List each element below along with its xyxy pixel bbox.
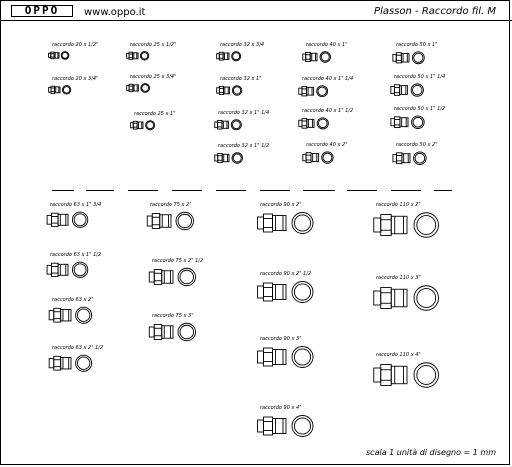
fitting-body <box>61 357 71 368</box>
fitting-nut <box>264 417 273 435</box>
fitting-body <box>310 53 317 61</box>
fitting-nut <box>51 52 54 59</box>
fitting-end-outer <box>292 347 313 368</box>
fitting-label: raccordo 40 x 1" 1/2 <box>302 108 354 114</box>
fitting-end-inner <box>233 53 240 60</box>
fitting-body <box>222 154 229 162</box>
fitting-thread <box>303 154 306 161</box>
fitting-thread <box>393 155 397 162</box>
fitting-thread <box>147 216 152 226</box>
fitting-end-inner <box>178 214 192 228</box>
fitting-drawing <box>390 115 426 129</box>
fitting-thread <box>374 368 381 382</box>
fitting-body <box>61 309 71 320</box>
fitting-body <box>162 271 173 284</box>
fitting-drawing <box>216 51 242 61</box>
fitting-label: raccordo 110 x 4" <box>376 352 421 358</box>
fitting-thread <box>258 286 264 298</box>
fitting-thread <box>391 87 395 94</box>
fitting-drawing <box>256 211 316 235</box>
fitting-thread <box>258 420 264 432</box>
fitting-drawing <box>48 306 94 324</box>
fitting-drawing <box>48 85 72 95</box>
fitting-body <box>402 154 410 163</box>
fitting-body <box>391 366 407 384</box>
fitting-label: raccordo 20 x 3/4" <box>52 76 99 82</box>
fitting-label: raccordo 110 x 2" <box>376 202 421 208</box>
fitting-label: raccordo 32 x 1" 1/2 <box>218 143 270 149</box>
fitting-end-inner <box>294 215 310 231</box>
fitting-end-inner <box>321 53 329 61</box>
fitting-body <box>400 118 408 127</box>
fitting-drawing <box>298 117 330 130</box>
fitting-label: raccordo 75 x 2" 1/2 <box>152 258 204 264</box>
fitting-drawing <box>256 414 316 438</box>
fitting-nut <box>381 215 392 236</box>
fitting-end-inner <box>77 309 89 321</box>
fitting-end-inner <box>74 264 86 276</box>
fitting-end-outer <box>414 363 439 388</box>
fitting-body <box>391 289 407 307</box>
fitting-nut <box>394 85 399 96</box>
fitting-body <box>273 285 287 300</box>
fitting-thread <box>149 327 154 337</box>
separator-line <box>128 190 158 191</box>
fitting-label: raccordo 32 x 3/4 <box>220 42 265 48</box>
fitting-drawing <box>390 83 425 97</box>
fitting-thread <box>49 359 54 368</box>
fitting-end-outer <box>292 213 313 234</box>
fitting-thread <box>391 119 395 126</box>
fitting-end-outer <box>292 282 313 303</box>
separator-line <box>434 190 452 191</box>
fitting-nut <box>133 121 137 129</box>
fitting-end-inner <box>233 154 241 162</box>
fitting-drawing <box>392 151 428 165</box>
fitting-body <box>400 86 408 95</box>
fitting-drawing <box>256 345 316 369</box>
fitting-thread <box>47 215 51 224</box>
fitting-thread <box>299 88 302 94</box>
fitting-end-inner <box>74 214 86 226</box>
fitting-thread <box>258 351 264 363</box>
fitting-body <box>273 419 287 434</box>
fitting-drawing <box>126 51 150 61</box>
fitting-body <box>311 153 318 161</box>
fitting-end-inner <box>294 349 310 365</box>
fitting-end-inner <box>77 357 89 369</box>
fitting-end-inner <box>323 153 332 162</box>
fitting-nut <box>219 86 223 94</box>
fitting-nut <box>129 84 133 91</box>
fitting-nut <box>395 117 400 128</box>
header-rule <box>0 20 512 21</box>
fitting-end-inner <box>294 418 310 434</box>
separator-line <box>52 190 74 191</box>
fitting-end-outer <box>178 268 196 286</box>
fitting-end-outer <box>72 262 87 277</box>
drawing-title: Plasson - Raccordo fil. M <box>374 6 496 17</box>
fitting-drawing <box>214 119 243 131</box>
fitting-end-inner <box>62 52 68 58</box>
fitting-end-inner <box>180 325 194 339</box>
fitting-body <box>401 54 409 62</box>
fitting-body <box>58 264 68 275</box>
fitting-body <box>162 326 173 339</box>
fitting-thread <box>374 291 381 305</box>
fitting-nut <box>152 214 160 229</box>
fitting-nut <box>264 348 273 366</box>
fitting-label: raccordo 75 x 2" <box>150 202 192 208</box>
fitting-end-outer <box>72 212 87 227</box>
separator-line <box>303 190 335 191</box>
fitting-drawing <box>372 361 442 389</box>
fitting-label: raccordo 32 x 1" 1/4 <box>218 110 270 116</box>
fitting-drawing <box>302 51 332 63</box>
fitting-nut <box>396 53 401 63</box>
fitting-label: raccordo 50 x 1" 1/2 <box>394 106 446 112</box>
fitting-nut <box>52 263 59 276</box>
fitting-drawing <box>392 51 426 65</box>
separator-line <box>260 190 290 191</box>
separator-line <box>172 190 202 191</box>
fitting-label: raccordo 25 x 1" <box>134 111 176 117</box>
fitting-label: raccordo 20 x 1/2" <box>52 42 99 48</box>
fitting-label: raccordo 90 x 3" <box>260 336 302 342</box>
fitting-nut <box>54 356 61 370</box>
fitting-body <box>273 350 287 365</box>
fitting-end-inner <box>232 121 240 129</box>
fitting-label: raccordo 32 x 1" <box>220 76 262 82</box>
fitting-label: raccordo 63 x 1" 1/2 <box>50 252 102 258</box>
fitting-end-inner <box>414 53 423 62</box>
fitting-drawing <box>148 322 198 342</box>
fitting-end-outer <box>76 355 92 371</box>
fitting-end-outer <box>178 323 196 341</box>
fitting-drawing <box>214 152 244 164</box>
fitting-end-outer <box>414 213 439 238</box>
fitting-body <box>273 216 287 231</box>
fitting-thread <box>49 311 54 320</box>
fitting-nut <box>129 52 133 59</box>
separator-line <box>347 190 377 191</box>
fitting-nut <box>302 119 307 129</box>
fitting-end-outer <box>292 416 313 437</box>
fitting-nut <box>51 86 55 93</box>
fitting-label: raccordo 25 x 3/4" <box>130 74 177 80</box>
fitting-body <box>307 87 314 95</box>
separator-line <box>391 190 421 191</box>
fitting-drawing <box>372 211 442 239</box>
fitting-drawing <box>130 120 156 130</box>
fitting-drawing <box>48 354 94 372</box>
fitting-label: raccordo 75 x 3" <box>152 313 194 319</box>
fitting-drawing <box>146 211 196 231</box>
fitting-label: raccordo 90 x 2" 1/2 <box>260 271 312 277</box>
fitting-label: raccordo 40 x 2" <box>306 142 348 148</box>
fitting-end-inner <box>413 117 423 127</box>
fitting-label: raccordo 50 x 1" <box>396 42 438 48</box>
fitting-drawing <box>298 85 329 97</box>
fitting-drawing <box>46 211 90 229</box>
fitting-end-outer <box>76 307 92 323</box>
fitting-end-inner <box>63 87 69 93</box>
fitting-nut <box>306 53 311 62</box>
fitting-thread <box>299 120 302 126</box>
fitting-drawing <box>256 280 316 304</box>
fitting-thread <box>149 272 154 282</box>
fitting-body <box>307 119 314 127</box>
fitting-body <box>58 214 68 225</box>
fitting-nut <box>52 213 59 226</box>
fitting-end-inner <box>141 53 147 59</box>
fitting-thread <box>303 54 306 60</box>
fitting-label: raccordo 90 x 4" <box>260 405 302 411</box>
fitting-nut <box>264 283 273 301</box>
fitting-label: raccordo 40 x 1" <box>306 42 348 48</box>
fitting-drawing <box>126 83 151 93</box>
fitting-end-outer <box>176 212 194 230</box>
fitting-drawing <box>302 151 335 164</box>
fitting-end-inner <box>413 85 423 95</box>
fitting-label: raccordo 90 x 2" <box>260 202 302 208</box>
fitting-nut <box>381 288 392 309</box>
fitting-end-inner <box>318 87 326 95</box>
fitting-thread <box>47 265 51 274</box>
fitting-drawing <box>372 284 442 312</box>
fitting-label: raccordo 40 x 1" 1/4 <box>302 76 354 82</box>
fitting-end-inner <box>180 270 194 284</box>
fitting-drawing <box>48 51 70 60</box>
fitting-label: raccordo 50 x 2" <box>396 142 438 148</box>
fitting-drawing <box>148 267 198 287</box>
separator-line <box>216 190 246 191</box>
fitting-nut <box>154 325 162 340</box>
fitting-nut <box>218 120 222 129</box>
fitting-body <box>160 215 171 228</box>
fitting-end-inner <box>294 284 310 300</box>
fitting-end-inner <box>142 85 149 92</box>
fitting-nut <box>54 308 61 322</box>
fitting-end-inner <box>415 153 425 163</box>
fitting-nut <box>219 52 223 60</box>
fitting-nut <box>397 153 402 164</box>
fitting-end-inner <box>147 122 154 129</box>
oppo-logo: OPPO <box>11 5 73 17</box>
scale-note: scala 1 unità di disegno = 1 mm <box>366 448 496 457</box>
fitting-thread <box>258 217 264 229</box>
fitting-label: raccordo 25 x 1/2" <box>130 42 177 48</box>
fitting-thread <box>374 218 381 232</box>
fitting-label: raccordo 63 x 2" 1/2 <box>52 345 104 351</box>
separator-line <box>86 190 114 191</box>
fitting-nut <box>381 365 392 386</box>
fitting-nut <box>306 153 311 163</box>
fitting-label: raccordo 110 x 3" <box>376 275 421 281</box>
fitting-drawing <box>46 261 90 279</box>
fitting-nut <box>302 87 307 96</box>
fitting-nut <box>264 214 273 232</box>
fitting-drawing <box>216 85 243 96</box>
fitting-end-inner <box>233 87 240 94</box>
fitting-thread <box>393 54 396 61</box>
fitting-end-outer <box>414 286 439 311</box>
website-url[interactable]: www.oppo.it <box>84 7 146 18</box>
fitting-label: raccordo 63 x 2" <box>52 297 94 303</box>
fitting-end-inner <box>417 216 436 235</box>
fitting-label: raccordo 63 x 1" 3/4 <box>50 202 102 208</box>
fitting-label: raccordo 50 x 1" 1/4 <box>394 74 446 80</box>
fitting-body <box>391 216 407 234</box>
fitting-nut <box>154 270 162 285</box>
fitting-end-inner <box>417 289 436 308</box>
fitting-nut <box>218 154 223 163</box>
fitting-end-inner <box>318 119 327 128</box>
fitting-body <box>222 121 228 128</box>
fitting-end-inner <box>417 366 436 385</box>
